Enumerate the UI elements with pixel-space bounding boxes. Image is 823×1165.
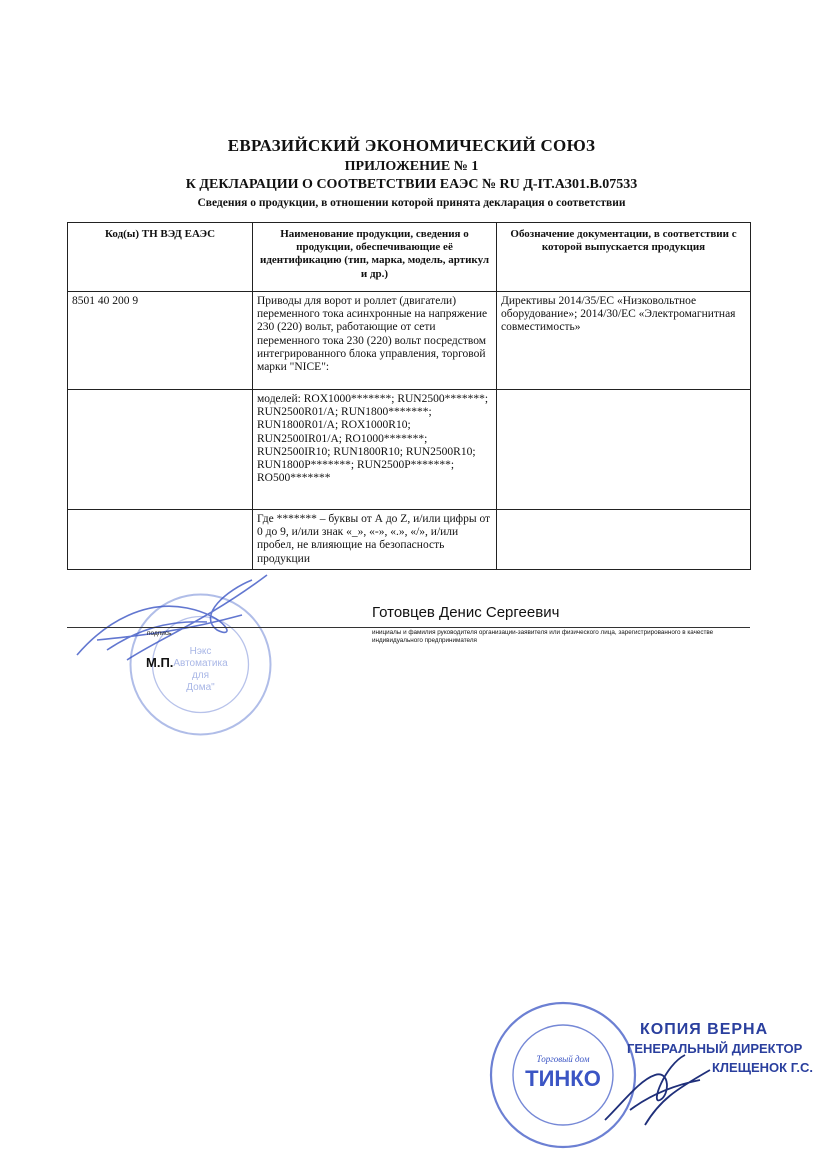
- appendix-title: ПРИЛОЖЕНИЕ № 1: [344, 159, 479, 174]
- director-title-label: ГЕНЕРАЛЬНЫЙ ДИРЕКТОР: [627, 1041, 803, 1056]
- svg-text:ТИНКО: ТИНКО: [525, 1066, 601, 1091]
- union-title: ЕВРАЗИЙСКИЙ ЭКОНОМИЧЕСКИЙ СОЮЗ: [227, 136, 596, 155]
- handwritten-signature: [67, 560, 287, 670]
- product-table: [67, 222, 751, 570]
- signature-label: подпись: [147, 630, 172, 637]
- seal-place-label: М.П.: [146, 655, 174, 670]
- cell-documents: [497, 390, 751, 510]
- signature-note: инициалы и фамилия руководителя организации-заявителя или физического лица, зарегистрированного в качестве индивидуального предпринимателя: [372, 629, 714, 644]
- column-header-product: Наименование продукции, сведения о продукции, обеспечивающие её идентификацию (тип, марка, модель, артикул и др.): [253, 223, 497, 292]
- cell-code: 8501 40 200 9: [68, 292, 253, 390]
- svg-text:Автоматика: Автоматика: [173, 658, 228, 669]
- table-row: [68, 292, 751, 390]
- copy-certified-label: КОПИЯ ВЕРНА: [640, 1021, 769, 1038]
- table-row: [68, 390, 751, 510]
- director-name-label: КЛЕЩЕНОК Г.С.: [712, 1060, 814, 1075]
- table-header-row: [68, 223, 751, 292]
- declaration-subtitle: Сведения о продукции, в отношении которой принята декларация о соответствии: [197, 197, 626, 209]
- declaration-number: К ДЕКЛАРАЦИИ О СООТВЕТСТВИИ ЕАЭС № RU Д-IT.АЗ01.В.07533: [185, 177, 638, 192]
- cell-description: Приводы для ворот и роллет (двигатели) переменного тока асинхронные на напряжение 230 (220) вольт, работающие от сети переменного тока 230 (220) вольт посредством интегрированного блока управления, торговой марки "NICE":: [253, 292, 497, 390]
- cell-documents: Директивы 2014/35/ЕС «Низковольтное оборудование»; 2014/30/ЕС «Электромагнитная совместимость»: [497, 292, 751, 390]
- svg-text:Дома": Дома": [186, 682, 215, 693]
- cell-documents: [497, 510, 751, 570]
- cell-description: моделей: ROX1000*******; RUN2500*******; RUN2500R01/A; RUN1800*******; RUN1800R01/A; ROX1000R10; RUN2500IR01/A; RO1000*******; RUN2500IR10; RUN1800R10; RUN2500R10; RUN1800P*******; RUN2500P*******; RO500*******: [253, 390, 497, 510]
- column-header-documents: Обозначение документации, в соответствии с которой выпускается продукция: [497, 223, 751, 292]
- cell-code: [68, 390, 253, 510]
- svg-text:Нэкс: Нэкс: [189, 646, 212, 657]
- signature-line: [67, 627, 750, 628]
- svg-text:для: для: [191, 670, 210, 681]
- column-header-code: Код(ы) ТН ВЭД ЕАЭС: [68, 223, 253, 292]
- cell-description: Где ******* – буквы от А до Z, и/или цифры от 0 до 9, и/или знак «_», «-», «.», «/», и/или пробел, не влияющие на безопасность продукции: [253, 510, 497, 570]
- svg-text:Торговый дом: Торговый дом: [536, 1054, 590, 1064]
- signatory-name: Готовцев Денис Сергеевич: [372, 604, 560, 621]
- director-signature: [600, 1040, 715, 1130]
